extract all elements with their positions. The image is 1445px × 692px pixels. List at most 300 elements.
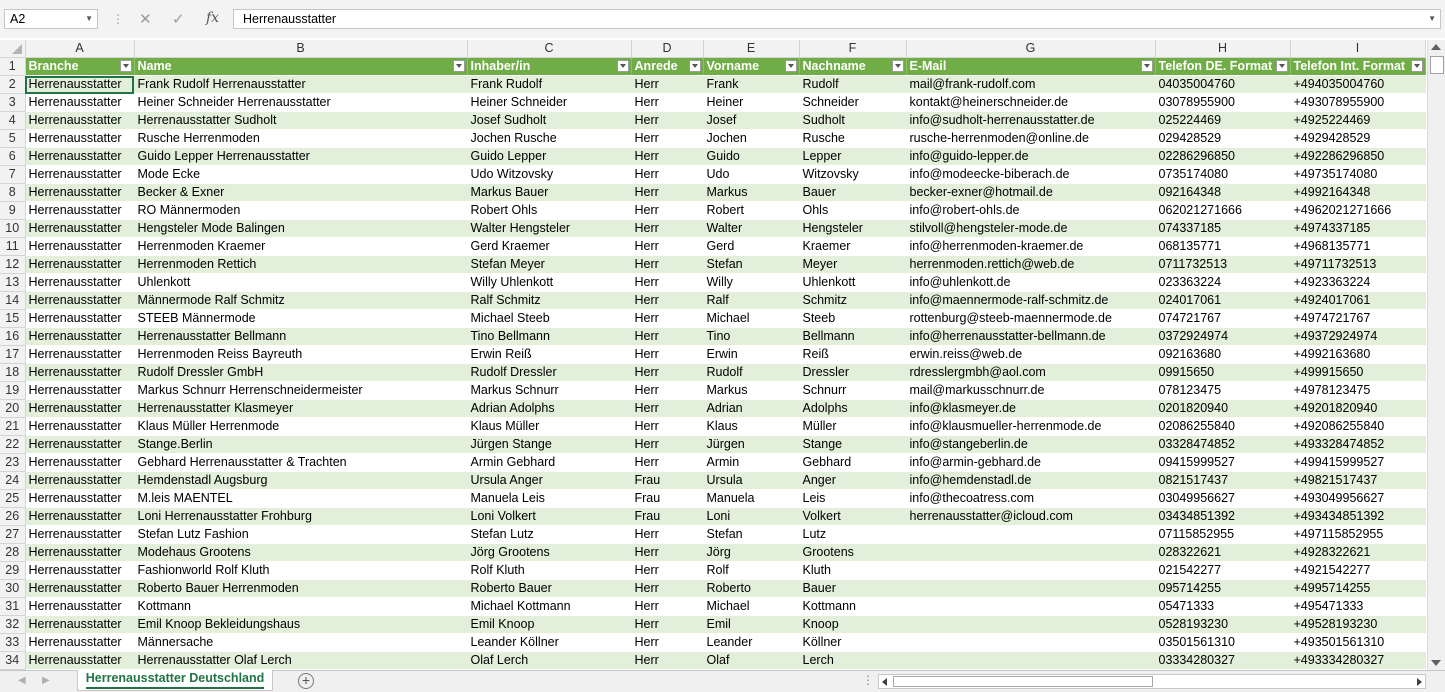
table-cell[interactable]: Leander bbox=[703, 634, 799, 652]
table-cell[interactable]: Udo Witzovsky bbox=[467, 166, 631, 184]
table-cell[interactable]: Adrian bbox=[703, 400, 799, 418]
table-cell[interactable]: Ralf bbox=[703, 292, 799, 310]
table-cell[interactable]: +49528193230 bbox=[1290, 616, 1425, 634]
table-cell[interactable]: Heiner Schneider Herrenausstatter bbox=[134, 94, 467, 112]
table-cell[interactable]: Herrenausstatter bbox=[25, 148, 134, 166]
table-cell[interactable]: 02286296850 bbox=[1155, 148, 1290, 166]
row-header[interactable]: 26 bbox=[0, 508, 25, 526]
filter-dropdown-icon[interactable] bbox=[689, 60, 701, 72]
row-header[interactable]: 12 bbox=[0, 256, 25, 274]
table-cell[interactable]: info@uhlenkott.de bbox=[906, 274, 1155, 292]
table-cell[interactable]: 028322621 bbox=[1155, 544, 1290, 562]
row-header[interactable]: 10 bbox=[0, 220, 25, 238]
table-cell[interactable]: +4995714255 bbox=[1290, 580, 1425, 598]
table-cell[interactable]: Emil bbox=[703, 616, 799, 634]
table-cell[interactable]: Markus bbox=[703, 184, 799, 202]
table-cell[interactable]: Guido Lepper bbox=[467, 148, 631, 166]
row-header[interactable]: 18 bbox=[0, 364, 25, 382]
table-cell[interactable]: Herrenausstatter bbox=[25, 580, 134, 598]
table-cell[interactable]: Rolf bbox=[703, 562, 799, 580]
table-cell[interactable]: M.leis MAENTEL bbox=[134, 490, 467, 508]
selected-cell[interactable]: Herrenausstatter bbox=[25, 76, 134, 94]
table-cell[interactable]: mail@frank-rudolf.com bbox=[906, 76, 1155, 94]
table-cell[interactable]: 023363224 bbox=[1155, 274, 1290, 292]
table-cell[interactable]: Leis bbox=[799, 490, 906, 508]
row-header[interactable]: 4 bbox=[0, 112, 25, 130]
table-cell[interactable]: Lerch bbox=[799, 652, 906, 670]
column-header[interactable]: C bbox=[467, 40, 631, 58]
expand-formula-icon[interactable]: ▼ bbox=[1428, 14, 1436, 23]
table-cell[interactable]: +4992163680 bbox=[1290, 346, 1425, 364]
table-cell[interactable]: info@sudholt-herrenausstatter.de bbox=[906, 112, 1155, 130]
table-cell[interactable]: RO Männermoden bbox=[134, 202, 467, 220]
plus-circle-icon[interactable]: + bbox=[298, 673, 314, 689]
chevron-down-icon[interactable]: ▼ bbox=[85, 14, 93, 23]
table-cell[interactable]: Herr bbox=[631, 454, 703, 472]
row-header[interactable]: 24 bbox=[0, 472, 25, 490]
table-cell[interactable]: Herrenausstatter Olaf Lerch bbox=[134, 652, 467, 670]
table-cell[interactable]: Klaus Müller Herrenmode bbox=[134, 418, 467, 436]
column-header[interactable]: A bbox=[25, 40, 134, 58]
table-cell[interactable]: Frank bbox=[703, 76, 799, 94]
vertical-scrollbar[interactable] bbox=[1427, 40, 1445, 670]
table-cell[interactable]: Rusche Herrenmoden bbox=[134, 130, 467, 148]
table-cell[interactable]: Herrenausstatter Klasmeyer bbox=[134, 400, 467, 418]
table-cell[interactable]: Josef Sudholt bbox=[467, 112, 631, 130]
table-cell[interactable]: Klaus Müller bbox=[467, 418, 631, 436]
prev-sheet-icon[interactable]: ◀ bbox=[18, 675, 26, 686]
header-cell[interactable] bbox=[134, 58, 467, 76]
table-cell[interactable]: Walter bbox=[703, 220, 799, 238]
table-cell[interactable]: Herr bbox=[631, 274, 703, 292]
table-cell[interactable]: 092164348 bbox=[1155, 184, 1290, 202]
table-cell[interactable]: Walter Hengsteler bbox=[467, 220, 631, 238]
table-cell[interactable]: 0735174080 bbox=[1155, 166, 1290, 184]
header-cell[interactable] bbox=[1290, 58, 1425, 76]
table-cell[interactable]: +4978123475 bbox=[1290, 382, 1425, 400]
table-cell[interactable]: Lepper bbox=[799, 148, 906, 166]
row-header[interactable]: 31 bbox=[0, 598, 25, 616]
table-cell[interactable]: +4923363224 bbox=[1290, 274, 1425, 292]
scroll-left-icon[interactable] bbox=[882, 678, 887, 686]
table-cell[interactable]: 024017061 bbox=[1155, 292, 1290, 310]
table-cell[interactable]: Ursula Anger bbox=[467, 472, 631, 490]
table-cell[interactable]: 0821517437 bbox=[1155, 472, 1290, 490]
table-cell[interactable]: Stefan bbox=[703, 526, 799, 544]
table-cell[interactable]: Herr bbox=[631, 292, 703, 310]
row-header[interactable]: 1 bbox=[0, 58, 25, 76]
table-cell[interactable]: Anger bbox=[799, 472, 906, 490]
table-cell[interactable]: +49735174080 bbox=[1290, 166, 1425, 184]
table-cell[interactable]: 03078955900 bbox=[1155, 94, 1290, 112]
table-cell[interactable]: Jochen Rusche bbox=[467, 130, 631, 148]
table-cell[interactable]: Herrenausstatter bbox=[25, 490, 134, 508]
table-cell[interactable]: Rusche bbox=[799, 130, 906, 148]
table-cell[interactable]: info@thecoatress.com bbox=[906, 490, 1155, 508]
table-cell[interactable]: info@stangeberlin.de bbox=[906, 436, 1155, 454]
table-cell[interactable]: Hengsteler Mode Balingen bbox=[134, 220, 467, 238]
row-header[interactable]: 3 bbox=[0, 94, 25, 112]
table-cell[interactable]: Erwin Reiß bbox=[467, 346, 631, 364]
filter-dropdown-icon[interactable] bbox=[1411, 60, 1423, 72]
fx-icon[interactable]: fx bbox=[206, 10, 220, 26]
table-cell[interactable]: +49372924974 bbox=[1290, 328, 1425, 346]
table-cell[interactable]: +4928322621 bbox=[1290, 544, 1425, 562]
table-cell[interactable]: +499415999527 bbox=[1290, 454, 1425, 472]
horizontal-scroll-thumb[interactable] bbox=[893, 676, 1153, 687]
table-cell[interactable]: +4974721767 bbox=[1290, 310, 1425, 328]
table-cell[interactable]: Michael Steeb bbox=[467, 310, 631, 328]
table-cell[interactable]: +4929428529 bbox=[1290, 130, 1425, 148]
table-cell[interactable]: 0201820940 bbox=[1155, 400, 1290, 418]
table-cell[interactable]: Uhlenkott bbox=[799, 274, 906, 292]
row-header[interactable]: 29 bbox=[0, 562, 25, 580]
table-cell[interactable]: Rudolf bbox=[799, 76, 906, 94]
table-cell[interactable]: info@robert-ohls.de bbox=[906, 202, 1155, 220]
row-header[interactable]: 23 bbox=[0, 454, 25, 472]
header-cell[interactable] bbox=[1155, 58, 1290, 76]
table-cell[interactable]: info@klasmeyer.de bbox=[906, 400, 1155, 418]
table-cell[interactable]: Knoop bbox=[799, 616, 906, 634]
column-header[interactable]: F bbox=[799, 40, 906, 58]
table-cell[interactable]: +493334280327 bbox=[1290, 652, 1425, 670]
table-cell[interactable]: Frau bbox=[631, 508, 703, 526]
table-cell[interactable]: Ursula bbox=[703, 472, 799, 490]
table-cell[interactable] bbox=[906, 598, 1155, 616]
table-cell[interactable]: Emil Knoop Bekleidungshaus bbox=[134, 616, 467, 634]
table-cell[interactable]: Herrenmoden Rettich bbox=[134, 256, 467, 274]
table-cell[interactable]: Herr bbox=[631, 328, 703, 346]
table-cell[interactable]: 03434851392 bbox=[1155, 508, 1290, 526]
table-cell[interactable]: 078123475 bbox=[1155, 382, 1290, 400]
table-cell[interactable]: Herrenmoden Kraemer bbox=[134, 238, 467, 256]
table-cell[interactable]: Manuela bbox=[703, 490, 799, 508]
table-cell[interactable]: Herr bbox=[631, 94, 703, 112]
table-cell[interactable]: info@herrenmoden-kraemer.de bbox=[906, 238, 1155, 256]
table-cell[interactable]: 04035004760 bbox=[1155, 76, 1290, 94]
table-cell[interactable]: STEEB Männermode bbox=[134, 310, 467, 328]
column-header[interactable]: E bbox=[703, 40, 799, 58]
table-cell[interactable]: herrenmoden.rettich@web.de bbox=[906, 256, 1155, 274]
row-header[interactable]: 25 bbox=[0, 490, 25, 508]
table-cell[interactable]: Herr bbox=[631, 148, 703, 166]
table-cell[interactable]: 09415999527 bbox=[1155, 454, 1290, 472]
table-cell[interactable]: Männermode Ralf Schmitz bbox=[134, 292, 467, 310]
table-cell[interactable]: Herrenausstatter bbox=[25, 472, 134, 490]
table-cell[interactable]: +49201820940 bbox=[1290, 400, 1425, 418]
table-cell[interactable]: Herr bbox=[631, 238, 703, 256]
table-cell[interactable]: Herrenausstatter bbox=[25, 436, 134, 454]
check-icon[interactable]: ✓ bbox=[172, 11, 185, 28]
table-cell[interactable]: Stefan Meyer bbox=[467, 256, 631, 274]
table-cell[interactable]: Modehaus Grootens bbox=[134, 544, 467, 562]
table-cell[interactable]: Fashionworld Rolf Kluth bbox=[134, 562, 467, 580]
table-cell[interactable]: Herrenausstatter bbox=[25, 652, 134, 670]
table-cell[interactable]: Herr bbox=[631, 526, 703, 544]
table-cell[interactable]: +4968135771 bbox=[1290, 238, 1425, 256]
header-cell[interactable] bbox=[631, 58, 703, 76]
table-cell[interactable]: +4962021271666 bbox=[1290, 202, 1425, 220]
table-cell[interactable]: Jürgen bbox=[703, 436, 799, 454]
table-cell[interactable]: kontakt@heinerschneider.de bbox=[906, 94, 1155, 112]
column-header[interactable]: G bbox=[906, 40, 1155, 58]
table-cell[interactable]: Bauer bbox=[799, 184, 906, 202]
table-cell[interactable]: Stange.Berlin bbox=[134, 436, 467, 454]
table-cell[interactable]: Tino bbox=[703, 328, 799, 346]
table-cell[interactable]: Rudolf Dressler bbox=[467, 364, 631, 382]
table-cell[interactable]: Kraemer bbox=[799, 238, 906, 256]
table-cell[interactable]: Herr bbox=[631, 400, 703, 418]
table-cell[interactable]: Hengsteler bbox=[799, 220, 906, 238]
table-cell[interactable]: erwin.reiss@web.de bbox=[906, 346, 1155, 364]
table-cell[interactable] bbox=[906, 634, 1155, 652]
table-cell[interactable]: Ohls bbox=[799, 202, 906, 220]
table-cell[interactable]: Herrenausstatter bbox=[25, 184, 134, 202]
table-cell[interactable]: Jürgen Stange bbox=[467, 436, 631, 454]
table-cell[interactable]: +493049956627 bbox=[1290, 490, 1425, 508]
table-cell[interactable]: +493501561310 bbox=[1290, 634, 1425, 652]
table-cell[interactable]: info@hemdenstadl.de bbox=[906, 472, 1155, 490]
table-cell[interactable]: +49711732513 bbox=[1290, 256, 1425, 274]
drag-handle-icon[interactable]: ⋮ bbox=[112, 12, 124, 26]
filter-dropdown-icon[interactable] bbox=[617, 60, 629, 72]
table-cell[interactable]: Loni Volkert bbox=[467, 508, 631, 526]
table-cell[interactable]: Jochen bbox=[703, 130, 799, 148]
table-cell[interactable]: Udo bbox=[703, 166, 799, 184]
table-cell[interactable]: Bellmann bbox=[799, 328, 906, 346]
table-cell[interactable]: +4924017061 bbox=[1290, 292, 1425, 310]
table-cell[interactable]: Herr bbox=[631, 652, 703, 670]
table-cell[interactable]: 0711732513 bbox=[1155, 256, 1290, 274]
table-cell[interactable]: info@herrenausstatter-bellmann.de bbox=[906, 328, 1155, 346]
table-cell[interactable]: Rolf Kluth bbox=[467, 562, 631, 580]
column-header[interactable]: D bbox=[631, 40, 703, 58]
table-cell[interactable]: Herr bbox=[631, 310, 703, 328]
table-cell[interactable]: Leander Köllner bbox=[467, 634, 631, 652]
table-cell[interactable]: 03049956627 bbox=[1155, 490, 1290, 508]
table-cell[interactable]: +495471333 bbox=[1290, 598, 1425, 616]
table-cell[interactable]: Rudolf Dressler GmbH bbox=[134, 364, 467, 382]
table-cell[interactable]: 029428529 bbox=[1155, 130, 1290, 148]
row-header[interactable]: 34 bbox=[0, 652, 25, 670]
table-cell[interactable]: Herrenausstatter bbox=[25, 598, 134, 616]
table-cell[interactable]: Frank Rudolf Herrenausstatter bbox=[134, 76, 467, 94]
scroll-right-icon[interactable] bbox=[1417, 678, 1422, 686]
table-cell[interactable]: 07115852955 bbox=[1155, 526, 1290, 544]
table-cell[interactable]: Robert Ohls bbox=[467, 202, 631, 220]
table-cell[interactable]: 074721767 bbox=[1155, 310, 1290, 328]
table-cell[interactable]: Michael bbox=[703, 598, 799, 616]
table-cell[interactable]: info@modeecke-biberach.de bbox=[906, 166, 1155, 184]
row-header[interactable]: 15 bbox=[0, 310, 25, 328]
row-header[interactable]: 14 bbox=[0, 292, 25, 310]
table-cell[interactable]: Josef bbox=[703, 112, 799, 130]
table-cell[interactable]: 021542277 bbox=[1155, 562, 1290, 580]
row-header[interactable]: 33 bbox=[0, 634, 25, 652]
table-cell[interactable]: Herrenausstatter bbox=[25, 454, 134, 472]
header-cell[interactable] bbox=[467, 58, 631, 76]
table-cell[interactable]: stilvoll@hengsteler-mode.de bbox=[906, 220, 1155, 238]
table-cell[interactable]: Herrenausstatter bbox=[25, 112, 134, 130]
table-cell[interactable]: Herrenausstatter bbox=[25, 346, 134, 364]
table-cell[interactable]: Herrenausstatter Bellmann bbox=[134, 328, 467, 346]
table-cell[interactable]: Tino Bellmann bbox=[467, 328, 631, 346]
table-cell[interactable]: +499915650 bbox=[1290, 364, 1425, 382]
table-cell[interactable]: Herrenausstatter bbox=[25, 562, 134, 580]
table-cell[interactable]: Markus Schnurr Herrenschneidermeister bbox=[134, 382, 467, 400]
table-cell[interactable]: Willy bbox=[703, 274, 799, 292]
table-cell[interactable]: Kottmann bbox=[799, 598, 906, 616]
table-cell[interactable]: 068135771 bbox=[1155, 238, 1290, 256]
table-cell[interactable]: Loni bbox=[703, 508, 799, 526]
table-cell[interactable]: Markus bbox=[703, 382, 799, 400]
table-cell[interactable]: Schneider bbox=[799, 94, 906, 112]
table-cell[interactable]: Herrenausstatter bbox=[25, 94, 134, 112]
table-cell[interactable]: 074337185 bbox=[1155, 220, 1290, 238]
filter-dropdown-icon[interactable] bbox=[785, 60, 797, 72]
table-cell[interactable]: 0372924974 bbox=[1155, 328, 1290, 346]
table-cell[interactable]: Herrenausstatter Sudholt bbox=[134, 112, 467, 130]
table-cell[interactable]: Kottmann bbox=[134, 598, 467, 616]
table-cell[interactable]: +4925224469 bbox=[1290, 112, 1425, 130]
header-cell[interactable] bbox=[906, 58, 1155, 76]
table-cell[interactable]: Heiner bbox=[703, 94, 799, 112]
row-header[interactable]: 27 bbox=[0, 526, 25, 544]
table-cell[interactable]: Schnurr bbox=[799, 382, 906, 400]
table-cell[interactable]: 0528193230 bbox=[1155, 616, 1290, 634]
table-cell[interactable]: Reiß bbox=[799, 346, 906, 364]
table-cell[interactable]: Jörg Grootens bbox=[467, 544, 631, 562]
table-cell[interactable]: Frau bbox=[631, 472, 703, 490]
table-cell[interactable]: Herrenausstatter bbox=[25, 238, 134, 256]
table-cell[interactable]: 03328474852 bbox=[1155, 436, 1290, 454]
table-cell[interactable]: Roberto bbox=[703, 580, 799, 598]
table-cell[interactable]: Stefan bbox=[703, 256, 799, 274]
table-cell[interactable]: Heiner Schneider bbox=[467, 94, 631, 112]
table-cell[interactable]: Herr bbox=[631, 220, 703, 238]
filter-dropdown-icon[interactable] bbox=[1276, 60, 1288, 72]
table-cell[interactable] bbox=[906, 652, 1155, 670]
close-icon[interactable]: ✕ bbox=[139, 11, 152, 28]
row-header[interactable]: 21 bbox=[0, 418, 25, 436]
table-cell[interactable]: +4921542277 bbox=[1290, 562, 1425, 580]
row-header[interactable]: 22 bbox=[0, 436, 25, 454]
row-header[interactable]: 30 bbox=[0, 580, 25, 598]
table-cell[interactable]: Robert bbox=[703, 202, 799, 220]
table-cell[interactable]: mail@markusschnurr.de bbox=[906, 382, 1155, 400]
horizontal-scrollbar[interactable] bbox=[878, 674, 1426, 689]
table-cell[interactable]: Manuela Leis bbox=[467, 490, 631, 508]
name-box[interactable] bbox=[4, 9, 98, 29]
table-cell[interactable]: Herr bbox=[631, 616, 703, 634]
table-cell[interactable]: Michael bbox=[703, 310, 799, 328]
table-cell[interactable]: +493434851392 bbox=[1290, 508, 1425, 526]
table-cell[interactable]: Becker & Exner bbox=[134, 184, 467, 202]
table-cell[interactable]: Herr bbox=[631, 202, 703, 220]
column-header[interactable]: I bbox=[1290, 40, 1425, 58]
table-cell[interactable]: Stange bbox=[799, 436, 906, 454]
table-cell[interactable]: 09915650 bbox=[1155, 364, 1290, 382]
table-cell[interactable]: Herrenausstatter bbox=[25, 166, 134, 184]
table-cell[interactable]: 025224469 bbox=[1155, 112, 1290, 130]
table-cell[interactable]: Herrenausstatter bbox=[25, 256, 134, 274]
table-cell[interactable]: Michael Kottmann bbox=[467, 598, 631, 616]
table-cell[interactable]: +4974337185 bbox=[1290, 220, 1425, 238]
table-cell[interactable]: Steeb bbox=[799, 310, 906, 328]
column-header[interactable]: B bbox=[134, 40, 467, 58]
filter-dropdown-icon[interactable] bbox=[892, 60, 904, 72]
table-cell[interactable]: Roberto Bauer Herrenmoden bbox=[134, 580, 467, 598]
row-header[interactable]: 13 bbox=[0, 274, 25, 292]
table-cell[interactable]: Herrenausstatter bbox=[25, 202, 134, 220]
table-cell[interactable]: 03334280327 bbox=[1155, 652, 1290, 670]
table-cell[interactable]: Klaus bbox=[703, 418, 799, 436]
table-cell[interactable] bbox=[906, 562, 1155, 580]
header-cell[interactable] bbox=[25, 58, 134, 76]
table-cell[interactable]: Sudholt bbox=[799, 112, 906, 130]
table-cell[interactable]: Herr bbox=[631, 436, 703, 454]
row-header[interactable]: 8 bbox=[0, 184, 25, 202]
table-cell[interactable]: becker-exner@hotmail.de bbox=[906, 184, 1155, 202]
table-cell[interactable]: Herrenausstatter bbox=[25, 310, 134, 328]
table-cell[interactable]: +49821517437 bbox=[1290, 472, 1425, 490]
table-cell[interactable]: Herr bbox=[631, 166, 703, 184]
table-cell[interactable]: herrenausstatter@icloud.com bbox=[906, 508, 1155, 526]
table-cell[interactable]: Olaf Lerch bbox=[467, 652, 631, 670]
row-header[interactable]: 5 bbox=[0, 130, 25, 148]
table-cell[interactable]: Herr bbox=[631, 544, 703, 562]
table-cell[interactable]: Männersache bbox=[134, 634, 467, 652]
table-cell[interactable]: Frau bbox=[631, 490, 703, 508]
table-cell[interactable]: Herrenausstatter bbox=[25, 292, 134, 310]
table-cell[interactable]: Herrenausstatter bbox=[25, 526, 134, 544]
table-cell[interactable]: Herrenausstatter bbox=[25, 544, 134, 562]
tab-split-handle-icon[interactable]: ⋮ bbox=[862, 673, 874, 687]
table-cell[interactable]: Gebhard Herrenausstatter & Trachten bbox=[134, 454, 467, 472]
table-cell[interactable]: Herr bbox=[631, 346, 703, 364]
table-cell[interactable]: Armin bbox=[703, 454, 799, 472]
table-cell[interactable]: Dressler bbox=[799, 364, 906, 382]
table-cell[interactable]: Ralf Schmitz bbox=[467, 292, 631, 310]
table-cell[interactable]: Köllner bbox=[799, 634, 906, 652]
row-header[interactable]: 2 bbox=[0, 76, 25, 94]
table-cell[interactable]: Roberto Bauer bbox=[467, 580, 631, 598]
table-cell[interactable]: Kluth bbox=[799, 562, 906, 580]
table-cell[interactable]: Herrenausstatter bbox=[25, 634, 134, 652]
table-cell[interactable]: Adolphs bbox=[799, 400, 906, 418]
table-cell[interactable]: +493078955900 bbox=[1290, 94, 1425, 112]
table-cell[interactable]: rottenburg@steeb-maennermode.de bbox=[906, 310, 1155, 328]
table-cell[interactable]: 02086255840 bbox=[1155, 418, 1290, 436]
row-header[interactable]: 16 bbox=[0, 328, 25, 346]
table-cell[interactable]: Guido bbox=[703, 148, 799, 166]
table-cell[interactable]: Herr bbox=[631, 382, 703, 400]
table-cell[interactable]: Herr bbox=[631, 598, 703, 616]
table-cell[interactable]: Herr bbox=[631, 580, 703, 598]
table-cell[interactable]: Armin Gebhard bbox=[467, 454, 631, 472]
table-cell[interactable]: rusche-herrenmoden@online.de bbox=[906, 130, 1155, 148]
filter-dropdown-icon[interactable] bbox=[453, 60, 465, 72]
table-cell[interactable]: Gerd Kraemer bbox=[467, 238, 631, 256]
row-header[interactable]: 32 bbox=[0, 616, 25, 634]
filter-dropdown-icon[interactable] bbox=[120, 60, 132, 72]
table-cell[interactable]: 092163680 bbox=[1155, 346, 1290, 364]
table-cell[interactable]: Emil Knoop bbox=[467, 616, 631, 634]
table-cell[interactable]: Gebhard bbox=[799, 454, 906, 472]
table-cell[interactable]: 05471333 bbox=[1155, 598, 1290, 616]
table-cell[interactable]: Herr bbox=[631, 256, 703, 274]
table-cell[interactable]: info@maennermode-ralf-schmitz.de bbox=[906, 292, 1155, 310]
